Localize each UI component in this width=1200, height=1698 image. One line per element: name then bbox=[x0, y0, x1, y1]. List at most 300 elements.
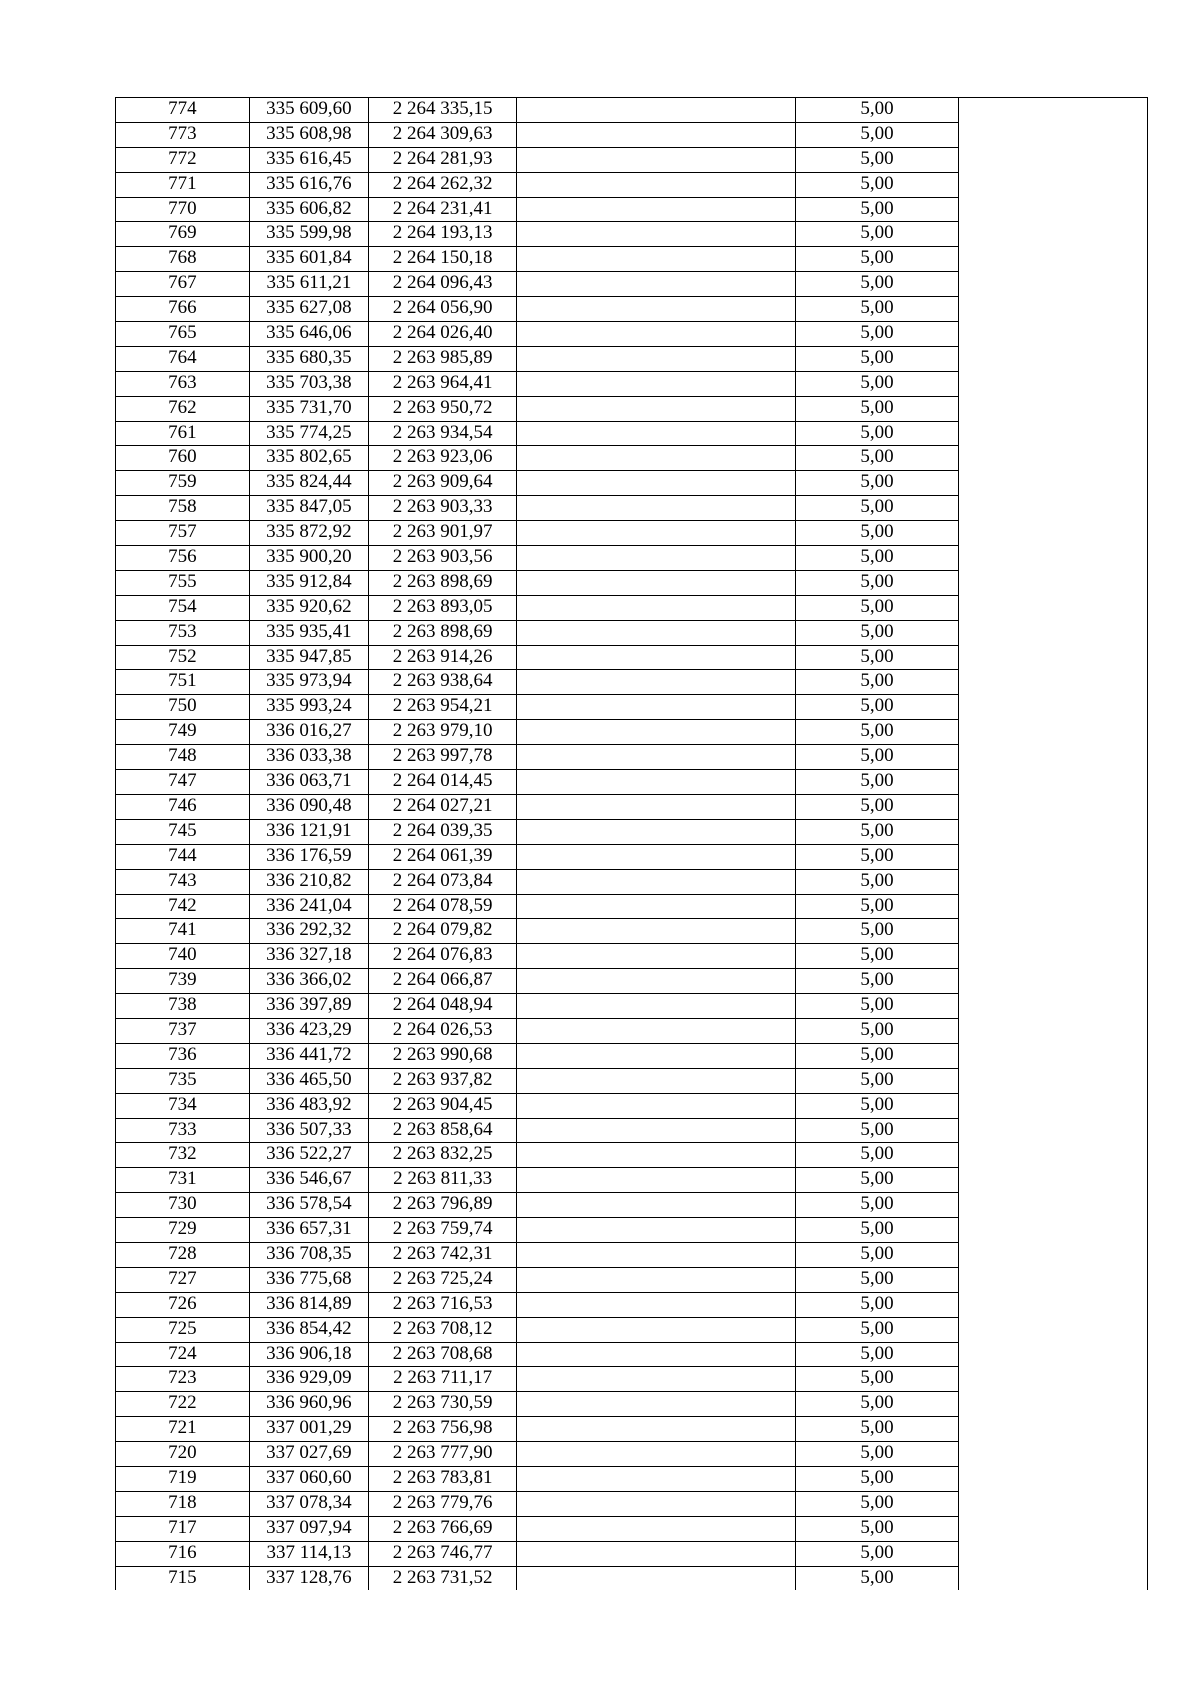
value-cell: 5,00 bbox=[795, 1516, 958, 1541]
empty-cell-right bbox=[959, 1118, 1148, 1143]
x-coordinate-cell: 336 708,35 bbox=[249, 1242, 368, 1267]
x-coordinate-cell: 335 601,84 bbox=[249, 247, 368, 272]
point-number-cell: 755 bbox=[116, 570, 250, 595]
point-number-cell: 738 bbox=[116, 994, 250, 1019]
value-cell: 5,00 bbox=[795, 346, 958, 371]
y-coordinate-cell: 2 264 193,13 bbox=[369, 222, 517, 247]
empty-cell-right bbox=[959, 645, 1148, 670]
point-number-cell: 758 bbox=[116, 496, 250, 521]
y-coordinate-cell: 2 264 231,41 bbox=[369, 197, 517, 222]
point-number-cell: 720 bbox=[116, 1442, 250, 1467]
empty-cell bbox=[517, 346, 796, 371]
point-number-cell: 747 bbox=[116, 770, 250, 795]
empty-cell bbox=[517, 1292, 796, 1317]
empty-cell-right bbox=[959, 894, 1148, 919]
empty-cell bbox=[517, 1317, 796, 1342]
empty-cell-right bbox=[959, 1541, 1148, 1566]
point-number-cell: 721 bbox=[116, 1417, 250, 1442]
empty-cell bbox=[517, 745, 796, 770]
empty-cell bbox=[517, 471, 796, 496]
point-number-cell: 757 bbox=[116, 521, 250, 546]
value-cell: 5,00 bbox=[795, 1466, 958, 1491]
empty-cell-right bbox=[959, 595, 1148, 620]
value-cell: 5,00 bbox=[795, 521, 958, 546]
x-coordinate-cell: 335 935,41 bbox=[249, 620, 368, 645]
table-row bbox=[116, 222, 1148, 247]
table-row bbox=[116, 1466, 1148, 1491]
empty-cell-right bbox=[959, 147, 1148, 172]
x-coordinate-cell: 336 814,89 bbox=[249, 1292, 368, 1317]
empty-cell-right bbox=[959, 421, 1148, 446]
value-cell: 5,00 bbox=[795, 1043, 958, 1068]
coordinates-table bbox=[115, 97, 1148, 1590]
table-row bbox=[116, 496, 1148, 521]
y-coordinate-cell: 2 263 950,72 bbox=[369, 396, 517, 421]
empty-cell-right bbox=[959, 396, 1148, 421]
value-cell: 5,00 bbox=[795, 1267, 958, 1292]
x-coordinate-cell: 335 611,21 bbox=[249, 272, 368, 297]
y-coordinate-cell: 2 263 898,69 bbox=[369, 570, 517, 595]
empty-cell bbox=[517, 570, 796, 595]
value-cell: 5,00 bbox=[795, 1168, 958, 1193]
table-row bbox=[116, 98, 1148, 123]
empty-cell bbox=[517, 122, 796, 147]
x-coordinate-cell: 336 657,31 bbox=[249, 1218, 368, 1243]
x-coordinate-cell: 336 906,18 bbox=[249, 1342, 368, 1367]
value-cell: 5,00 bbox=[795, 546, 958, 571]
table-row bbox=[116, 396, 1148, 421]
empty-cell bbox=[517, 720, 796, 745]
empty-cell-right bbox=[959, 1242, 1148, 1267]
empty-cell-right bbox=[959, 844, 1148, 869]
point-number-cell: 767 bbox=[116, 272, 250, 297]
y-coordinate-cell: 2 263 954,21 bbox=[369, 695, 517, 720]
value-cell: 5,00 bbox=[795, 1018, 958, 1043]
value-cell: 5,00 bbox=[795, 1292, 958, 1317]
empty-cell-right bbox=[959, 346, 1148, 371]
empty-cell-right bbox=[959, 570, 1148, 595]
empty-cell bbox=[517, 1566, 796, 1590]
empty-cell-right bbox=[959, 1218, 1148, 1243]
point-number-cell: 745 bbox=[116, 819, 250, 844]
y-coordinate-cell: 2 263 937,82 bbox=[369, 1068, 517, 1093]
empty-cell-right bbox=[959, 446, 1148, 471]
x-coordinate-cell: 335 680,35 bbox=[249, 346, 368, 371]
empty-cell bbox=[517, 794, 796, 819]
x-coordinate-cell: 335 608,98 bbox=[249, 122, 368, 147]
table-row bbox=[116, 147, 1148, 172]
empty-cell-right bbox=[959, 1442, 1148, 1467]
table-row bbox=[116, 944, 1148, 969]
x-coordinate-cell: 335 847,05 bbox=[249, 496, 368, 521]
y-coordinate-cell: 2 263 777,90 bbox=[369, 1442, 517, 1467]
empty-cell-right bbox=[959, 471, 1148, 496]
empty-cell-right bbox=[959, 819, 1148, 844]
value-cell: 5,00 bbox=[795, 1118, 958, 1143]
empty-cell-right bbox=[959, 1367, 1148, 1392]
value-cell: 5,00 bbox=[795, 1491, 958, 1516]
empty-cell bbox=[517, 1342, 796, 1367]
value-cell: 5,00 bbox=[795, 1442, 958, 1467]
value-cell: 5,00 bbox=[795, 1218, 958, 1243]
empty-cell-right bbox=[959, 1193, 1148, 1218]
table-row bbox=[116, 670, 1148, 695]
table-row bbox=[116, 1093, 1148, 1118]
empty-cell-right bbox=[959, 944, 1148, 969]
y-coordinate-cell: 2 263 904,45 bbox=[369, 1093, 517, 1118]
table-row bbox=[116, 297, 1148, 322]
value-cell: 5,00 bbox=[795, 1193, 958, 1218]
y-coordinate-cell: 2 263 914,26 bbox=[369, 645, 517, 670]
y-coordinate-cell: 2 263 979,10 bbox=[369, 720, 517, 745]
empty-cell bbox=[517, 994, 796, 1019]
x-coordinate-cell: 335 774,25 bbox=[249, 421, 368, 446]
x-coordinate-cell: 336 929,09 bbox=[249, 1367, 368, 1392]
value-cell: 5,00 bbox=[795, 695, 958, 720]
point-number-cell: 730 bbox=[116, 1193, 250, 1218]
x-coordinate-cell: 335 947,85 bbox=[249, 645, 368, 670]
empty-cell bbox=[517, 1516, 796, 1541]
x-coordinate-cell: 336 241,04 bbox=[249, 894, 368, 919]
point-number-cell: 760 bbox=[116, 446, 250, 471]
y-coordinate-cell: 2 264 096,43 bbox=[369, 272, 517, 297]
empty-cell bbox=[517, 869, 796, 894]
empty-cell-right bbox=[959, 1143, 1148, 1168]
point-number-cell: 725 bbox=[116, 1317, 250, 1342]
empty-cell bbox=[517, 147, 796, 172]
point-number-cell: 732 bbox=[116, 1143, 250, 1168]
point-number-cell: 765 bbox=[116, 322, 250, 347]
table-row bbox=[116, 1143, 1148, 1168]
x-coordinate-cell: 336 483,92 bbox=[249, 1093, 368, 1118]
empty-cell bbox=[517, 496, 796, 521]
empty-cell bbox=[517, 1068, 796, 1093]
x-coordinate-cell: 335 993,24 bbox=[249, 695, 368, 720]
point-number-cell: 722 bbox=[116, 1392, 250, 1417]
value-cell: 5,00 bbox=[795, 297, 958, 322]
empty-cell-right bbox=[959, 1317, 1148, 1342]
x-coordinate-cell: 336 465,50 bbox=[249, 1068, 368, 1093]
empty-cell bbox=[517, 98, 796, 123]
empty-cell-right bbox=[959, 1168, 1148, 1193]
table-row bbox=[116, 471, 1148, 496]
y-coordinate-cell: 2 263 938,64 bbox=[369, 670, 517, 695]
point-number-cell: 754 bbox=[116, 595, 250, 620]
table-row bbox=[116, 1018, 1148, 1043]
coordinates-table-body bbox=[116, 98, 1148, 1591]
x-coordinate-cell: 336 960,96 bbox=[249, 1392, 368, 1417]
point-number-cell: 762 bbox=[116, 396, 250, 421]
x-coordinate-cell: 335 802,65 bbox=[249, 446, 368, 471]
point-number-cell: 759 bbox=[116, 471, 250, 496]
table-row bbox=[116, 1541, 1148, 1566]
x-coordinate-cell: 335 920,62 bbox=[249, 595, 368, 620]
table-row bbox=[116, 521, 1148, 546]
y-coordinate-cell: 2 263 964,41 bbox=[369, 371, 517, 396]
empty-cell bbox=[517, 670, 796, 695]
empty-cell-right bbox=[959, 745, 1148, 770]
y-coordinate-cell: 2 263 746,77 bbox=[369, 1541, 517, 1566]
empty-cell bbox=[517, 546, 796, 571]
point-number-cell: 764 bbox=[116, 346, 250, 371]
point-number-cell: 741 bbox=[116, 919, 250, 944]
value-cell: 5,00 bbox=[795, 421, 958, 446]
x-coordinate-cell: 336 775,68 bbox=[249, 1267, 368, 1292]
table-row bbox=[116, 1417, 1148, 1442]
point-number-cell: 766 bbox=[116, 297, 250, 322]
table-row bbox=[116, 1392, 1148, 1417]
table-row bbox=[116, 1367, 1148, 1392]
x-coordinate-cell: 335 606,82 bbox=[249, 197, 368, 222]
empty-cell bbox=[517, 1242, 796, 1267]
table-row bbox=[116, 695, 1148, 720]
y-coordinate-cell: 2 264 027,21 bbox=[369, 794, 517, 819]
value-cell: 5,00 bbox=[795, 272, 958, 297]
empty-cell bbox=[517, 645, 796, 670]
point-number-cell: 715 bbox=[116, 1566, 250, 1590]
value-cell: 5,00 bbox=[795, 770, 958, 795]
y-coordinate-cell: 2 264 026,53 bbox=[369, 1018, 517, 1043]
x-coordinate-cell: 335 973,94 bbox=[249, 670, 368, 695]
point-number-cell: 719 bbox=[116, 1466, 250, 1491]
table-row bbox=[116, 1516, 1148, 1541]
y-coordinate-cell: 2 263 783,81 bbox=[369, 1466, 517, 1491]
table-row bbox=[116, 446, 1148, 471]
empty-cell bbox=[517, 1043, 796, 1068]
empty-cell-right bbox=[959, 496, 1148, 521]
empty-cell bbox=[517, 770, 796, 795]
x-coordinate-cell: 336 578,54 bbox=[249, 1193, 368, 1218]
y-coordinate-cell: 2 263 796,89 bbox=[369, 1193, 517, 1218]
y-coordinate-cell: 2 264 281,93 bbox=[369, 147, 517, 172]
point-number-cell: 717 bbox=[116, 1516, 250, 1541]
x-coordinate-cell: 335 703,38 bbox=[249, 371, 368, 396]
x-coordinate-cell: 335 731,70 bbox=[249, 396, 368, 421]
table-row bbox=[116, 1118, 1148, 1143]
empty-cell-right bbox=[959, 322, 1148, 347]
x-coordinate-cell: 335 627,08 bbox=[249, 297, 368, 322]
empty-cell-right bbox=[959, 98, 1148, 123]
empty-cell bbox=[517, 521, 796, 546]
x-coordinate-cell: 335 616,45 bbox=[249, 147, 368, 172]
y-coordinate-cell: 2 263 934,54 bbox=[369, 421, 517, 446]
empty-cell-right bbox=[959, 794, 1148, 819]
point-number-cell: 716 bbox=[116, 1541, 250, 1566]
x-coordinate-cell: 335 900,20 bbox=[249, 546, 368, 571]
empty-cell-right bbox=[959, 994, 1148, 1019]
empty-cell bbox=[517, 1367, 796, 1392]
empty-cell bbox=[517, 1466, 796, 1491]
value-cell: 5,00 bbox=[795, 1541, 958, 1566]
x-coordinate-cell: 336 016,27 bbox=[249, 720, 368, 745]
y-coordinate-cell: 2 264 073,84 bbox=[369, 869, 517, 894]
empty-cell bbox=[517, 1218, 796, 1243]
y-coordinate-cell: 2 264 026,40 bbox=[369, 322, 517, 347]
x-coordinate-cell: 337 060,60 bbox=[249, 1466, 368, 1491]
value-cell: 5,00 bbox=[795, 1392, 958, 1417]
y-coordinate-cell: 2 264 078,59 bbox=[369, 894, 517, 919]
x-coordinate-cell: 335 599,98 bbox=[249, 222, 368, 247]
point-number-cell: 771 bbox=[116, 172, 250, 197]
y-coordinate-cell: 2 264 014,45 bbox=[369, 770, 517, 795]
table-row bbox=[116, 1168, 1148, 1193]
x-coordinate-cell: 336 397,89 bbox=[249, 994, 368, 1019]
empty-cell-right bbox=[959, 122, 1148, 147]
point-number-cell: 773 bbox=[116, 122, 250, 147]
y-coordinate-cell: 2 263 730,59 bbox=[369, 1392, 517, 1417]
empty-cell-right bbox=[959, 546, 1148, 571]
empty-cell-right bbox=[959, 222, 1148, 247]
point-number-cell: 735 bbox=[116, 1068, 250, 1093]
empty-cell bbox=[517, 819, 796, 844]
x-coordinate-cell: 335 609,60 bbox=[249, 98, 368, 123]
y-coordinate-cell: 2 264 076,83 bbox=[369, 944, 517, 969]
x-coordinate-cell: 336 423,29 bbox=[249, 1018, 368, 1043]
empty-cell-right bbox=[959, 1093, 1148, 1118]
point-number-cell: 756 bbox=[116, 546, 250, 571]
x-coordinate-cell: 336 441,72 bbox=[249, 1043, 368, 1068]
empty-cell-right bbox=[959, 770, 1148, 795]
empty-cell-right bbox=[959, 247, 1148, 272]
y-coordinate-cell: 2 263 766,69 bbox=[369, 1516, 517, 1541]
table-row bbox=[116, 869, 1148, 894]
value-cell: 5,00 bbox=[795, 172, 958, 197]
value-cell: 5,00 bbox=[795, 1317, 958, 1342]
table-row bbox=[116, 745, 1148, 770]
value-cell: 5,00 bbox=[795, 222, 958, 247]
y-coordinate-cell: 2 263 708,68 bbox=[369, 1342, 517, 1367]
y-coordinate-cell: 2 264 061,39 bbox=[369, 844, 517, 869]
y-coordinate-cell: 2 263 779,76 bbox=[369, 1491, 517, 1516]
empty-cell-right bbox=[959, 1491, 1148, 1516]
point-number-cell: 750 bbox=[116, 695, 250, 720]
value-cell: 5,00 bbox=[795, 645, 958, 670]
y-coordinate-cell: 2 264 048,94 bbox=[369, 994, 517, 1019]
y-coordinate-cell: 2 263 990,68 bbox=[369, 1043, 517, 1068]
y-coordinate-cell: 2 263 759,74 bbox=[369, 1218, 517, 1243]
empty-cell-right bbox=[959, 297, 1148, 322]
y-coordinate-cell: 2 263 725,24 bbox=[369, 1267, 517, 1292]
value-cell: 5,00 bbox=[795, 670, 958, 695]
y-coordinate-cell: 2 263 756,98 bbox=[369, 1417, 517, 1442]
empty-cell-right bbox=[959, 172, 1148, 197]
empty-cell bbox=[517, 919, 796, 944]
x-coordinate-cell: 337 078,34 bbox=[249, 1491, 368, 1516]
empty-cell-right bbox=[959, 1342, 1148, 1367]
y-coordinate-cell: 2 263 893,05 bbox=[369, 595, 517, 620]
empty-cell bbox=[517, 1018, 796, 1043]
y-coordinate-cell: 2 263 923,06 bbox=[369, 446, 517, 471]
point-number-cell: 739 bbox=[116, 969, 250, 994]
value-cell: 5,00 bbox=[795, 197, 958, 222]
point-number-cell: 763 bbox=[116, 371, 250, 396]
empty-cell-right bbox=[959, 1516, 1148, 1541]
table-row bbox=[116, 794, 1148, 819]
table-row bbox=[116, 197, 1148, 222]
table-row bbox=[116, 1566, 1148, 1590]
empty-cell bbox=[517, 446, 796, 471]
y-coordinate-cell: 2 263 909,64 bbox=[369, 471, 517, 496]
value-cell: 5,00 bbox=[795, 371, 958, 396]
x-coordinate-cell: 337 097,94 bbox=[249, 1516, 368, 1541]
point-number-cell: 742 bbox=[116, 894, 250, 919]
table-row bbox=[116, 1491, 1148, 1516]
empty-cell-right bbox=[959, 620, 1148, 645]
empty-cell bbox=[517, 969, 796, 994]
point-number-cell: 753 bbox=[116, 620, 250, 645]
point-number-cell: 736 bbox=[116, 1043, 250, 1068]
point-number-cell: 772 bbox=[116, 147, 250, 172]
x-coordinate-cell: 337 027,69 bbox=[249, 1442, 368, 1467]
empty-cell-right bbox=[959, 1466, 1148, 1491]
x-coordinate-cell: 335 912,84 bbox=[249, 570, 368, 595]
table-row bbox=[116, 919, 1148, 944]
empty-cell bbox=[517, 272, 796, 297]
point-number-cell: 718 bbox=[116, 1491, 250, 1516]
empty-cell bbox=[517, 421, 796, 446]
y-coordinate-cell: 2 263 832,25 bbox=[369, 1143, 517, 1168]
x-coordinate-cell: 336 121,91 bbox=[249, 819, 368, 844]
table-row bbox=[116, 272, 1148, 297]
empty-cell bbox=[517, 222, 796, 247]
y-coordinate-cell: 2 264 262,32 bbox=[369, 172, 517, 197]
table-row bbox=[116, 994, 1148, 1019]
value-cell: 5,00 bbox=[795, 471, 958, 496]
empty-cell bbox=[517, 695, 796, 720]
empty-cell bbox=[517, 371, 796, 396]
point-number-cell: 761 bbox=[116, 421, 250, 446]
empty-cell bbox=[517, 844, 796, 869]
empty-cell bbox=[517, 322, 796, 347]
y-coordinate-cell: 2 264 309,63 bbox=[369, 122, 517, 147]
y-coordinate-cell: 2 263 708,12 bbox=[369, 1317, 517, 1342]
y-coordinate-cell: 2 264 056,90 bbox=[369, 297, 517, 322]
point-number-cell: 726 bbox=[116, 1292, 250, 1317]
value-cell: 5,00 bbox=[795, 122, 958, 147]
empty-cell bbox=[517, 247, 796, 272]
x-coordinate-cell: 335 824,44 bbox=[249, 471, 368, 496]
y-coordinate-cell: 2 264 066,87 bbox=[369, 969, 517, 994]
empty-cell bbox=[517, 1417, 796, 1442]
point-number-cell: 751 bbox=[116, 670, 250, 695]
point-number-cell: 734 bbox=[116, 1093, 250, 1118]
empty-cell-right bbox=[959, 720, 1148, 745]
x-coordinate-cell: 336 176,59 bbox=[249, 844, 368, 869]
table-row bbox=[116, 1267, 1148, 1292]
value-cell: 5,00 bbox=[795, 147, 958, 172]
empty-cell bbox=[517, 197, 796, 222]
value-cell: 5,00 bbox=[795, 794, 958, 819]
empty-cell bbox=[517, 1541, 796, 1566]
empty-cell-right bbox=[959, 919, 1148, 944]
x-coordinate-cell: 336 854,42 bbox=[249, 1317, 368, 1342]
value-cell: 5,00 bbox=[795, 819, 958, 844]
value-cell: 5,00 bbox=[795, 745, 958, 770]
value-cell: 5,00 bbox=[795, 919, 958, 944]
empty-cell bbox=[517, 1168, 796, 1193]
table-row bbox=[116, 1242, 1148, 1267]
table-row bbox=[116, 720, 1148, 745]
value-cell: 5,00 bbox=[795, 1068, 958, 1093]
empty-cell bbox=[517, 595, 796, 620]
y-coordinate-cell: 2 263 716,53 bbox=[369, 1292, 517, 1317]
x-coordinate-cell: 335 646,06 bbox=[249, 322, 368, 347]
table-row bbox=[116, 770, 1148, 795]
x-coordinate-cell: 336 210,82 bbox=[249, 869, 368, 894]
table-row bbox=[116, 371, 1148, 396]
y-coordinate-cell: 2 264 150,18 bbox=[369, 247, 517, 272]
y-coordinate-cell: 2 263 731,52 bbox=[369, 1566, 517, 1590]
